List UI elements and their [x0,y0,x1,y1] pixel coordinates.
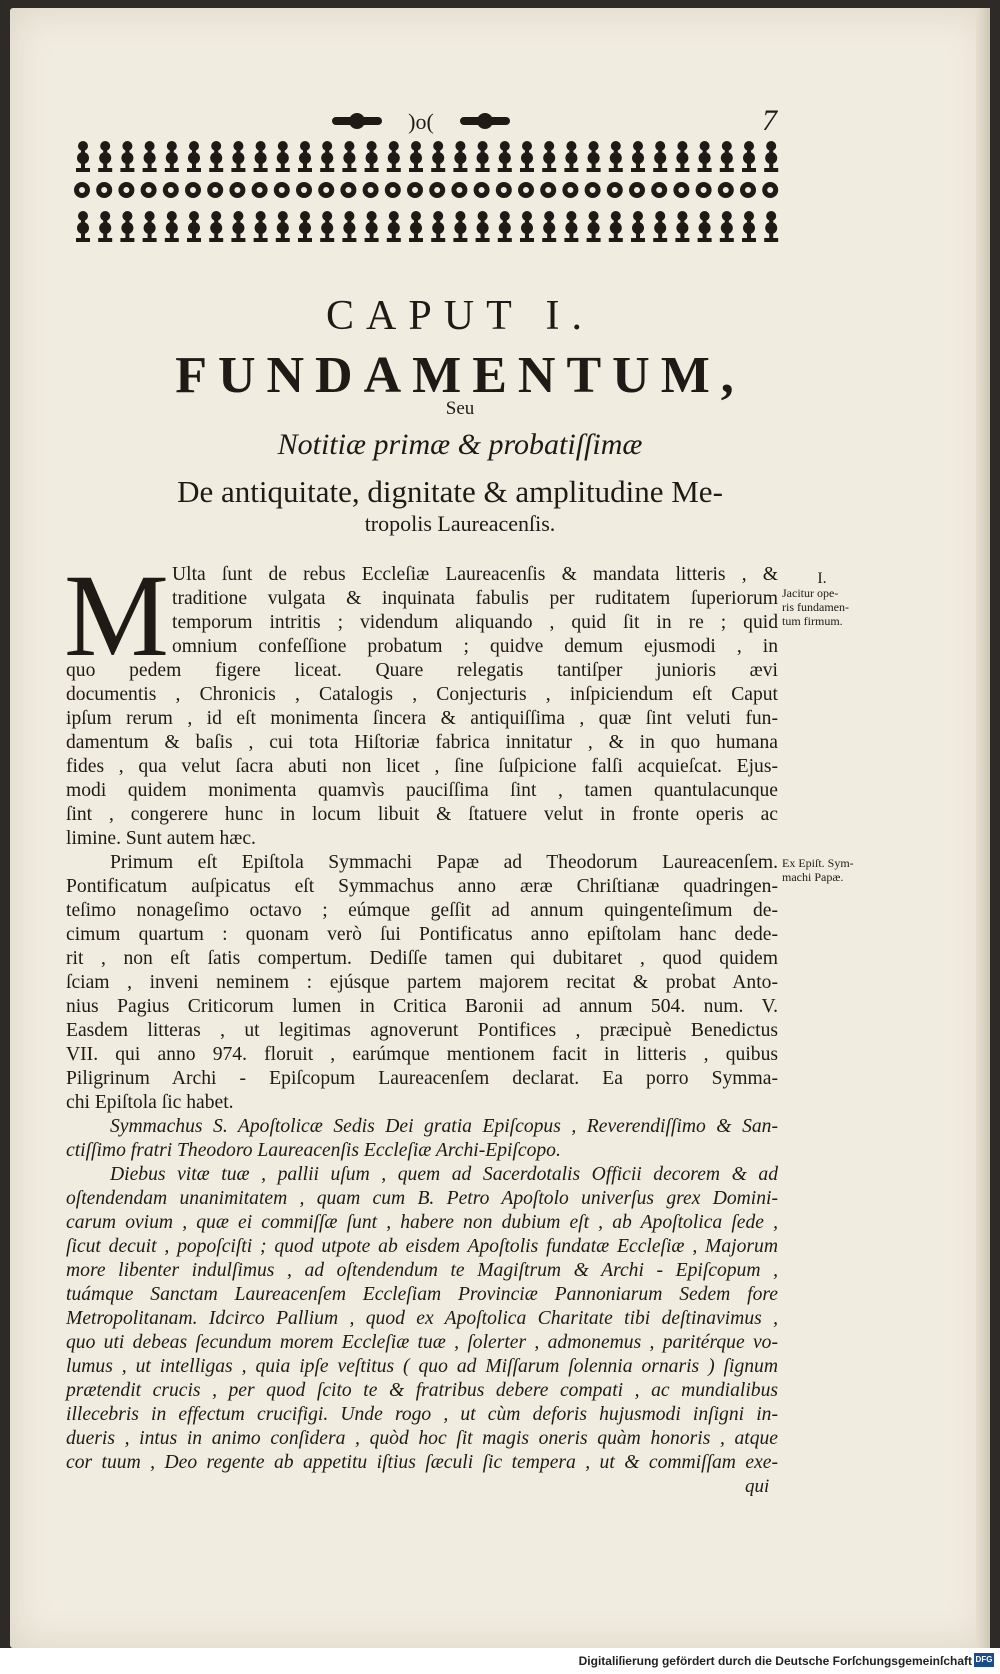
body-line: Piligrinum Archi - Epiſcopum Laureacenſem declarat. Ea porro Symma- [66,1068,778,1089]
body-line: prætendit crucis , per quod ſcito te & fratribus debere compati , ac mundialibus [66,1380,778,1401]
body-line: Ulta ſunt de rebus Eccleſiæ Laureacenſis & mandata litteris , & [172,564,778,585]
footer-credit: Digitaliſierung gefördert durch die Deutsche Forſchungsgemeinſchaft [578,1654,972,1668]
body-line: traditione vulgata & inquinata fabulis per ruditatem ſuperiorum [172,588,778,609]
body-line: quo pedem figere liceat. Quare relegatis tantiſper junioris ævi [66,660,778,681]
ornament-center-text: )o( [408,109,434,134]
body-line: ſicut decuit , popoſciſti ; quod utpote ab eisdem Apoſtolis fundatæ Eccleſiæ , Majorum [66,1236,778,1257]
body-line: more libenter indulſimus , ad oſtendendum te Magiſtrum & Archi - Epiſcopum , [66,1260,778,1281]
body-line: Pontificatum auſpicatus eſt Symmachus anno æræ Chriſtianæ quadringen- [66,876,778,897]
margin-note-2-line: Ex Epiſt. Sym- [782,856,854,870]
margin-note-1-line: Jacitur ope- [782,586,839,600]
page-number: 7 [762,104,777,137]
body-line: ſint , congerere hunc in locum libuit & ſtatuere velut in fronte operis ac [66,804,778,825]
body-line: cimum quartum : quonam verò ſui Pontificatus anno epiſtolam hanc dede- [66,924,778,945]
body-line: tuámque Sanctam Laureacenſem Eccleſiam Provinciæ Pannoniarum Sedem fore [66,1284,778,1305]
page-edge [976,8,990,1648]
chapter-title: FUNDAMENTUM, [175,347,745,404]
body-line: carum ovium , quæ ei commiſſæ ſunt , habere non dubium eſt , ab Apoſtolica ſede , [66,1212,778,1233]
body-line: quo uti debeas ſecundum morem Eccleſiæ tuæ , ſolerter , admonemus , paritérque vo- [66,1332,778,1353]
body-line: ipſum rerum , id eſt monimenta ſincera & antiquiſſima , quæ ſint veluti fun- [66,708,778,729]
body-line: cor tuum , Deo regente ab appetitu iſtius ſæculi ſic tempera , ut & commiſſam exe- [66,1452,778,1473]
margin-note-1-line: ris fundamen- [782,600,849,614]
body-line: modi quidem monimenta quamvìs pauciſſima ſint , tamen quantulacunque [66,780,778,801]
body-line: teſimo nonageſimo octavo ; eúmque geſſit ad annum quingenteſimum de- [66,900,778,921]
body-line: illecebris in effectum crucifigi. Unde rogo , ut cùm deforis hujusmodi inſigni in- [66,1404,778,1425]
italic-subheading: Notitiæ primæ & probatiſſimæ [277,428,643,461]
body-line: damentum & baſis , cui tota Hiſtoriæ fabrica innitatur , & in quo humana [66,732,778,753]
body-line: oſtendendam unanimitatem , quam cum B. Petro Apoſtolo univerſus grex Domini- [66,1188,778,1209]
margin-note-2 [782,856,892,884]
drop-cap: M [64,550,169,681]
body-line: limine. Sunt autem hæc. [66,828,256,849]
body-line: ctiſſimo fratri Theodoro Laureacenſis Eccleſiæ Archi-Epiſcopo. [66,1140,561,1161]
body-line: Symmachus S. Apoſtolicæ Sedis Dei gratia Epiſcopus , Reverendiſſimo & San- [110,1116,778,1137]
body-line: ſciam , inveni neminem : ejúsque partem majorem recitat & probat Anto- [66,972,778,993]
body-line: omnium confeſſione probatum ; quidve demum ejusmodi , in [172,636,778,657]
subheading-line-2: tropolis Laureacenſis. [364,511,556,536]
body-line: Primum eſt Epiſtola Symmachi Papæ ad Theodorum Laureacenſem. [110,852,778,873]
body-line: chi Epiſtola ſic habet. [66,1092,234,1113]
body-line: temporum intritis ; videndum aliquando , quid ſit in re ; quid [172,612,778,633]
seu-connector: Seu [445,398,475,419]
body-line: fides , qua velut ſacra abuti non licet , ſine ſuſpicione falſi acquieſcat. Ejus- [66,756,778,777]
margin-note-1-number: I. [817,570,827,587]
margin-note-2-line: machi Papæ. [782,870,844,884]
body-line: VII. qui anno 974. floruit , earúmque mentionem facit in litteris , quibus [66,1044,778,1065]
body-line: rit , non eſt ſatis compertum. Dediſſe tamen qui dubitaret , quod quidem [66,948,778,969]
body-line: Diebus vitæ tuæ , pallii uſum , quem ad Sacerdotalis Officii decorem & ad [110,1164,778,1185]
body-line: nius Pagius Criticorum lumen in Critica Baronii ad annum 504. num. V. [66,996,778,1017]
body-line: lumus , ut intelligas , quia ipſe veſtitus ( quo ad Miſſarum ſolennia ornaris ) ſignum [66,1356,778,1377]
body-line: dueris , intus in animo conſidera , quòd hoc ſit magis oneris quàm honoris , atque [66,1428,778,1449]
dfg-logo: DFG [974,1653,994,1667]
margin-note-1-line: tum firmum. [782,614,843,628]
chapter-number: CAPUT I. [326,293,594,339]
body-line: documentis , Chronicis , Catalogis , Conjecturis , inſpiciendum eſt Caput [66,684,778,705]
body-line: Metropolitanam. Idcirco Pallium , quod ex Apoſtolica Charitate tibi deſtinavimus , [66,1308,778,1329]
margin-note-1 [782,572,892,628]
ornament-band [70,140,784,250]
body-line: Easdem litteras , ut legitimas agnoverunt Pontifices , præcipuè Benedictus [66,1020,778,1041]
catchword: qui [745,1476,770,1497]
headpiece-ornament [330,106,530,136]
subheading-line-1: De antiquitate, dignitate & amplitudine Me- [177,474,723,509]
